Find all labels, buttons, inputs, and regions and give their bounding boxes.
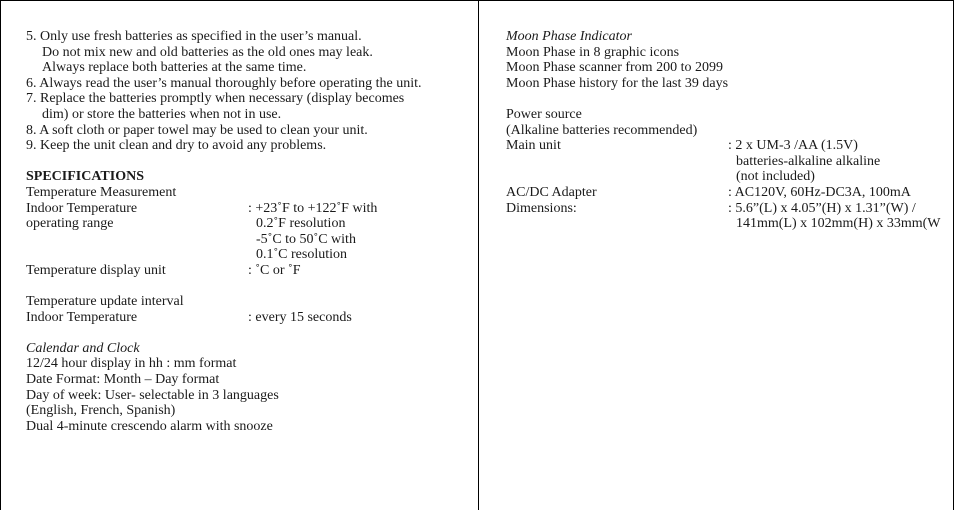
- dimensions-row-2: [506, 216, 946, 232]
- temperature-measurement-heading: Temperature Measurement: [26, 184, 177, 200]
- moon-line: Moon Phase in 8 graphic icons: [506, 44, 680, 60]
- dimensions-label: Dimensions:: [506, 200, 577, 216]
- update-indoor-label: Indoor Temperature: [26, 309, 138, 325]
- celsius-range-value: -5˚C to 50˚C with: [256, 231, 356, 247]
- celsius-resolution-row: [26, 247, 466, 263]
- moon-line: Moon Phase scanner from 200 to 2099: [506, 60, 723, 76]
- celsius-range-row: [26, 232, 466, 248]
- display-unit-row: [26, 263, 466, 279]
- calendar-heading: Calendar and Clock: [26, 340, 140, 356]
- indoor-temperature-row: [26, 201, 466, 217]
- main-unit-value-3: (not included): [736, 169, 815, 185]
- main-unit-label: Main unit: [506, 138, 561, 154]
- update-indoor-value: : every 15 seconds: [248, 309, 352, 325]
- display-unit-label: Temperature display unit: [26, 262, 166, 278]
- care-item-5-line-3: Always replace both batteries at the same time.: [42, 60, 307, 76]
- celsius-resolution-value: 0.1˚C resolution: [256, 247, 347, 263]
- moon-phase-heading: Moon Phase Indicator: [506, 29, 632, 44]
- specifications-heading: SPECIFICATIONS: [26, 169, 144, 185]
- calendar-line: Dual 4-minute crescendo alarm with snooze: [26, 418, 273, 434]
- adapter-row: [506, 185, 946, 201]
- operating-range-label: operating range: [26, 216, 114, 232]
- care-item-8: 8. A soft cloth or paper towel may be used to clean your unit.: [26, 122, 368, 138]
- care-item-7: 7. Replace the batteries promptly when necessary (display becomes: [26, 91, 405, 107]
- care-item-5: 5. Only use fresh batteries as specified in the user’s manual.: [26, 29, 362, 44]
- adapter-value: : AC120V, 60Hz-DC3A, 100mA: [728, 184, 911, 200]
- main-unit-value: : 2 x UM-3 /AA (1.5V): [728, 138, 858, 154]
- care-item-6: 6. Always read the user’s manual thoroughly before operating the unit.: [26, 75, 422, 91]
- care-item-9: 9. Keep the unit clean and dry to avoid any problems.: [26, 138, 327, 154]
- right-column: [506, 29, 946, 232]
- dimensions-value-2: 141mm(L) x 102mm(H) x 33mm(W: [736, 216, 941, 232]
- main-unit-value-2: batteries-alkaline alkaline: [736, 153, 881, 169]
- main-unit-row: [506, 138, 946, 154]
- update-indoor-row: [26, 310, 466, 326]
- fahrenheit-resolution-value: 0.2˚F resolution: [256, 216, 346, 232]
- indoor-range-value: : +23˚F to +122˚F with: [248, 200, 378, 216]
- calendar-line: (English, French, Spanish): [26, 403, 176, 419]
- page-border-left: [0, 0, 1, 510]
- alkaline-note: (Alkaline batteries recommended): [506, 122, 698, 138]
- column-divider: [478, 0, 479, 510]
- moon-line: Moon Phase history for the last 39 days: [506, 75, 729, 91]
- main-unit-row-2: [506, 154, 946, 170]
- page-border-top: [0, 0, 954, 1]
- indoor-temperature-label: Indoor Temperature: [26, 200, 138, 216]
- care-item-5-line-2: Do not mix new and old batteries as the old ones may leak.: [42, 44, 373, 60]
- main-unit-row-3: [506, 169, 946, 185]
- calendar-line: Date Format: Month – Day format: [26, 372, 220, 388]
- dimensions-value: : 5.6”(L) x 4.05”(H) x 1.31”(W) /: [728, 200, 916, 216]
- update-interval-heading: Temperature update interval: [26, 294, 184, 310]
- calendar-line: Day of week: User- selectable in 3 languages: [26, 387, 279, 403]
- power-source-heading: Power source: [506, 106, 582, 122]
- care-item-7-line-2: dim) or store the batteries when not in use.: [42, 106, 282, 122]
- calendar-line: 12/24 hour display in hh : mm format: [26, 356, 237, 372]
- operating-range-row: [26, 216, 466, 232]
- adapter-label: AC/DC Adapter: [506, 184, 597, 200]
- left-column: [26, 29, 466, 434]
- dimensions-row: [506, 201, 946, 217]
- display-unit-value: : ˚C or ˚F: [248, 262, 301, 278]
